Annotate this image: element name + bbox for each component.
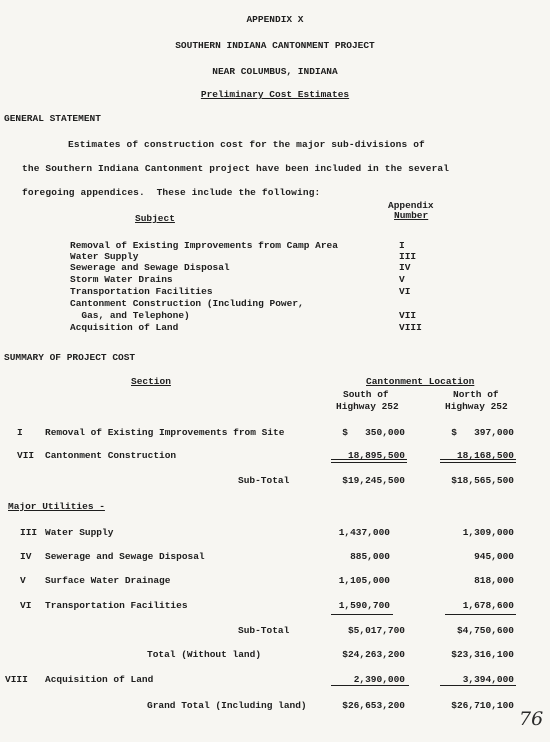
north-value: 1,309,000 (462, 527, 514, 538)
utility-label: Water Supply (45, 527, 114, 538)
utilities-rule-south (331, 614, 393, 615)
number-column-header: Number (394, 210, 429, 221)
utility-number: V (20, 575, 26, 586)
major-utilities-heading: Major Utilities - (8, 501, 105, 512)
appendix-number: IV (399, 262, 411, 273)
total-north: $23,316,100 (451, 649, 514, 660)
subtotal2-south: $5,017,700 (347, 625, 405, 636)
subject-column-header: Subject (135, 213, 175, 224)
subtotal2-label: Sub-Total (238, 625, 290, 636)
section-label: Sub-Total (238, 475, 290, 486)
location-column-header: Cantonment Location (366, 376, 475, 387)
south-value: 1,437,000 (338, 527, 390, 538)
appendix-column-header: Appendix (388, 200, 434, 211)
general-statement-heading: GENERAL STATEMENT (4, 113, 101, 124)
grand-total-north: $26,710,100 (451, 700, 514, 711)
paragraph-line-3: foregoing appendices. These include the following: (22, 187, 321, 198)
total-south: $24,263,200 (342, 649, 405, 660)
south-value: $19,245,500 (342, 475, 405, 486)
grand-total-south: $26,653,200 (342, 700, 405, 711)
subtotal-rule-south (331, 459, 407, 463)
land-label: Acquisition of Land (45, 674, 154, 685)
appendix-subject: Removal of Existing Improvements from Camp Area (70, 240, 338, 251)
south-value: 1,590,700 (338, 600, 390, 611)
subtotal2-north: $4,750,600 (456, 625, 514, 636)
south-column-header-1: South of (343, 389, 389, 400)
north-column-header-1: North of (453, 389, 499, 400)
section-number: I (17, 427, 23, 438)
summary-heading: SUMMARY OF PROJECT COST (4, 352, 136, 363)
land-rule-south (331, 685, 409, 686)
utilities-rule-north (445, 614, 516, 615)
grand-total-label: Grand Total (Including land) (147, 700, 307, 711)
appendix-number: III (399, 251, 417, 262)
south-value: 885,000 (350, 551, 390, 562)
project-title: SOUTHERN INDIANA CANTONMENT PROJECT (175, 40, 375, 51)
total-label: Total (Without land) (147, 649, 262, 660)
south-value: 1,105,000 (338, 575, 390, 586)
section-number: VII (17, 450, 35, 461)
appendix-subject: Sewerage and Sewage Disposal (70, 262, 230, 273)
land-rule-north (440, 685, 516, 686)
south-column-header-2: Highway 252 (336, 401, 399, 412)
document-subtitle: Preliminary Cost Estimates (200, 89, 350, 100)
paragraph-line-2: the Southern Indiana Cantonment project have been included in the several (22, 163, 450, 174)
utility-number: IV (20, 551, 32, 562)
north-value: 818,000 (474, 575, 514, 586)
land-number: VIII (5, 674, 28, 685)
section-column-header: Section (131, 376, 171, 387)
south-value: 18,895,500 (347, 450, 405, 461)
land-north: 3,394,000 (462, 674, 514, 685)
appendix-title: APPENDIX X (246, 14, 304, 25)
utility-label: Surface Water Drainage (45, 575, 171, 586)
appendix-number: V (399, 274, 405, 285)
appendix-number: VII (399, 310, 417, 321)
north-column-header-2: Highway 252 (445, 401, 508, 412)
page-number: 76 (519, 708, 544, 730)
south-value: $ 350,000 (342, 427, 405, 438)
project-location: NEAR COLUMBUS, INDIANA (212, 66, 338, 77)
appendix-subject: Transportation Facilities (70, 286, 213, 297)
utility-number: III (20, 527, 38, 538)
appendix-subject: Gas, and Telephone) (70, 310, 190, 321)
utility-number: VI (20, 600, 32, 611)
appendix-subject: Acquisition of Land (70, 322, 179, 333)
subtotal-rule-north (440, 459, 516, 463)
appendix-number: VIII (399, 322, 422, 333)
north-value: $18,565,500 (451, 475, 514, 486)
appendix-number: VI (399, 286, 411, 297)
appendix-number: I (399, 240, 405, 251)
appendix-subject: Cantonment Construction (Including Power, (70, 298, 304, 309)
paragraph-line-1: Estimates of construction cost for the major sub-divisions of (68, 139, 425, 150)
north-value: 945,000 (474, 551, 514, 562)
north-value: 1,678,600 (462, 600, 514, 611)
north-value: 18,168,500 (456, 450, 514, 461)
land-south: 2,390,000 (353, 674, 405, 685)
utility-label: Transportation Facilities (45, 600, 188, 611)
appendix-subject: Water Supply (70, 251, 139, 262)
north-value: $ 397,000 (451, 427, 514, 438)
appendix-subject: Storm Water Drains (70, 274, 173, 285)
utility-label: Sewerage and Sewage Disposal (45, 551, 205, 562)
section-label: Removal of Existing Improvements from Site (45, 427, 285, 438)
section-label: Cantonment Construction (45, 450, 177, 461)
